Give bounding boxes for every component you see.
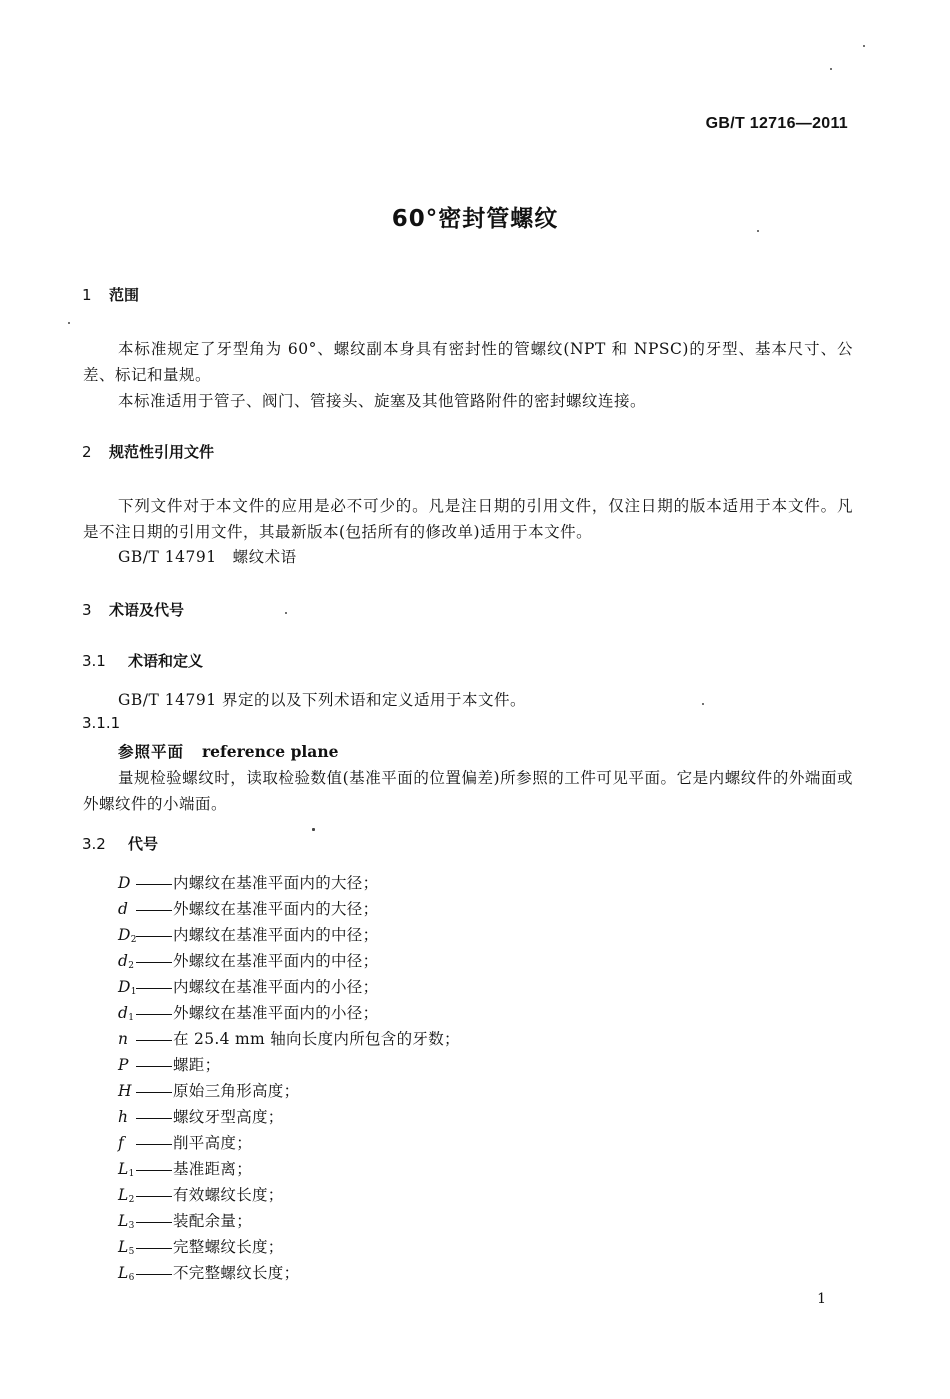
em-dash-separator: [136, 884, 172, 885]
normative-reference: GB/T 14791 螺纹术语: [118, 548, 297, 566]
scan-speck: [863, 45, 865, 47]
symbol-item: [118, 922, 460, 948]
symbol-description: 内螺纹在基准平面内的中径；: [173, 926, 379, 944]
section-3-heading: [82, 599, 184, 620]
symbol-item: [118, 974, 460, 1000]
section-number: 3: [82, 601, 92, 619]
symbol-subscript: 5: [128, 1247, 135, 1257]
symbol-letter: H: [118, 1082, 132, 1100]
em-dash-separator: [136, 1040, 172, 1041]
symbol-letter: h: [118, 1108, 129, 1126]
em-dash-separator: [136, 1170, 172, 1171]
section-number: 3.1: [82, 652, 106, 670]
section-2-paragraph: 下列文件对于本文件的应用是必不可少的。凡是注日期的引用文件，仅注日期的版本适用于本文件。凡是不注日期的引用文件，其最新版本(包括所有的修改单)适用于本文件。: [83, 497, 853, 541]
symbol-item: [118, 1026, 460, 1052]
symbol-letter: L: [118, 1160, 129, 1178]
document-title: 60°密封管螺纹: [391, 206, 559, 232]
symbol-description: 螺距；: [173, 1056, 221, 1074]
symbol-item: [118, 1130, 460, 1156]
symbol-item: [118, 1000, 460, 1026]
symbol-letter: L: [118, 1264, 129, 1282]
section-title: 规范性引用文件: [109, 443, 215, 461]
scan-speck: [68, 322, 70, 324]
symbol-item: [118, 1182, 460, 1208]
section-1-paragraph-2: 本标准适用于管子、阀门、管接头、旋塞及其他管路附件的密封螺纹连接。: [118, 392, 647, 410]
section-number: 2: [82, 443, 92, 461]
symbol-list: [118, 870, 460, 1286]
section-3-1-heading: [82, 650, 203, 671]
em-dash-separator: [136, 1196, 172, 1197]
symbol-item: [118, 948, 460, 974]
em-dash-separator: [136, 1066, 172, 1067]
em-dash-separator: [136, 1274, 172, 1275]
symbol: [118, 1052, 136, 1078]
symbol: [118, 1026, 136, 1052]
page-number: 1: [817, 1291, 826, 1307]
symbol-description: 原始三角形高度；: [173, 1082, 300, 1100]
symbol-description: 有效螺纹长度；: [173, 1186, 284, 1204]
symbol-description: 螺纹牙型高度；: [173, 1108, 284, 1126]
symbol-subscript: 1: [128, 1169, 135, 1179]
symbol-letter: D: [118, 978, 131, 996]
symbol-item: [118, 896, 460, 922]
symbol: [118, 1130, 136, 1156]
term-chinese: 参照平面: [118, 743, 185, 761]
symbol-description: 外螺纹在基准平面内的大径；: [173, 900, 379, 918]
symbol-description: 外螺纹在基准平面内的中径；: [173, 952, 379, 970]
symbol-subscript: 2: [128, 961, 135, 971]
scan-speck: [285, 612, 287, 614]
em-dash-separator: [136, 988, 172, 989]
symbol-letter: L: [118, 1186, 129, 1204]
symbol-subscript: 2: [130, 935, 137, 945]
section-number: 3.1.1: [82, 714, 121, 732]
section-2-heading: [82, 441, 214, 462]
symbol-description: 削平高度；: [173, 1134, 253, 1152]
symbol-description: 在 25.4 mm 轴向长度内所包含的牙数；: [173, 1030, 460, 1048]
symbol: [118, 870, 136, 896]
em-dash-separator: [136, 1248, 172, 1249]
symbol-item: [118, 1260, 460, 1286]
scan-speck: [830, 68, 832, 70]
section-3-2-heading: [82, 833, 158, 854]
symbol-item: [118, 1052, 460, 1078]
section-1-heading: [82, 284, 139, 305]
section-title: 代号: [128, 835, 159, 853]
term-english: reference plane: [202, 742, 339, 761]
section-title: 范围: [109, 286, 140, 304]
em-dash-separator: [136, 1222, 172, 1223]
symbol-letter: f: [118, 1134, 125, 1152]
symbol-letter: D: [118, 874, 131, 892]
symbol-item: [118, 1078, 460, 1104]
term-entry: [118, 740, 338, 762]
em-dash-separator: [136, 936, 172, 937]
em-dash-separator: [136, 1014, 172, 1015]
symbol-letter: d: [118, 1004, 129, 1022]
symbol-letter: d: [118, 952, 129, 970]
term-definition: 量规检验螺纹时，读取检验数值(基准平面的位置偏差)所参照的工件可见平面。它是内螺纹件的外端面或外螺纹件的小端面。: [83, 769, 853, 813]
symbol: [118, 1078, 136, 1104]
section-1-paragraph-1: 本标准规定了牙型角为 60°、螺纹副本身具有密封性的管螺纹(NPT 和 NPSC)的牙型、基本尺寸、公差、标记和量规。: [83, 340, 853, 384]
symbol-description: 不完整螺纹长度；: [173, 1264, 300, 1282]
symbol-description: 基准距离；: [173, 1160, 253, 1178]
section-3-1-paragraph: GB/T 14791 界定的以及下列术语和定义适用于本文件。: [118, 691, 526, 709]
symbol-subscript: 6: [128, 1273, 135, 1283]
em-dash-separator: [136, 1118, 172, 1119]
symbol-subscript: 1: [130, 987, 137, 997]
symbol-item: [118, 1234, 460, 1260]
section-3-1-1-heading: [82, 714, 121, 732]
symbol-letter: d: [118, 900, 129, 918]
em-dash-separator: [136, 1092, 172, 1093]
section-number: 1: [82, 286, 92, 304]
symbol: [118, 896, 136, 922]
em-dash-separator: [136, 910, 172, 911]
section-number: 3.2: [82, 835, 106, 853]
standard-number: GB/T 12716—2011: [705, 115, 848, 132]
scan-speck: [312, 828, 315, 831]
section-title: 术语及代号: [109, 601, 185, 619]
symbol-letter: P: [118, 1056, 129, 1074]
scan-speck: [702, 703, 704, 705]
symbol-letter: L: [118, 1212, 129, 1230]
section-title: 术语和定义: [128, 652, 204, 670]
symbol-description: 内螺纹在基准平面内的大径；: [173, 874, 379, 892]
symbol-item: [118, 1156, 460, 1182]
symbol: [118, 1260, 136, 1291]
scan-speck: [757, 230, 759, 232]
symbol-item: [118, 870, 460, 896]
symbol-subscript: 2: [128, 1195, 135, 1205]
em-dash-separator: [136, 1144, 172, 1145]
symbol-letter: n: [118, 1030, 129, 1048]
em-dash-separator: [136, 962, 172, 963]
symbol-item: [118, 1208, 460, 1234]
symbol-item: [118, 1104, 460, 1130]
symbol-description: 内螺纹在基准平面内的小径；: [173, 978, 379, 996]
symbol-description: 装配余量；: [173, 1212, 253, 1230]
symbol-subscript: 3: [128, 1221, 135, 1231]
symbol-description: 外螺纹在基准平面内的小径；: [173, 1004, 379, 1022]
symbol-description: 完整螺纹长度；: [173, 1238, 284, 1256]
symbol: [118, 1104, 136, 1130]
symbol-letter: D: [118, 926, 131, 944]
symbol-letter: L: [118, 1238, 129, 1256]
symbol-subscript: 1: [128, 1013, 135, 1023]
